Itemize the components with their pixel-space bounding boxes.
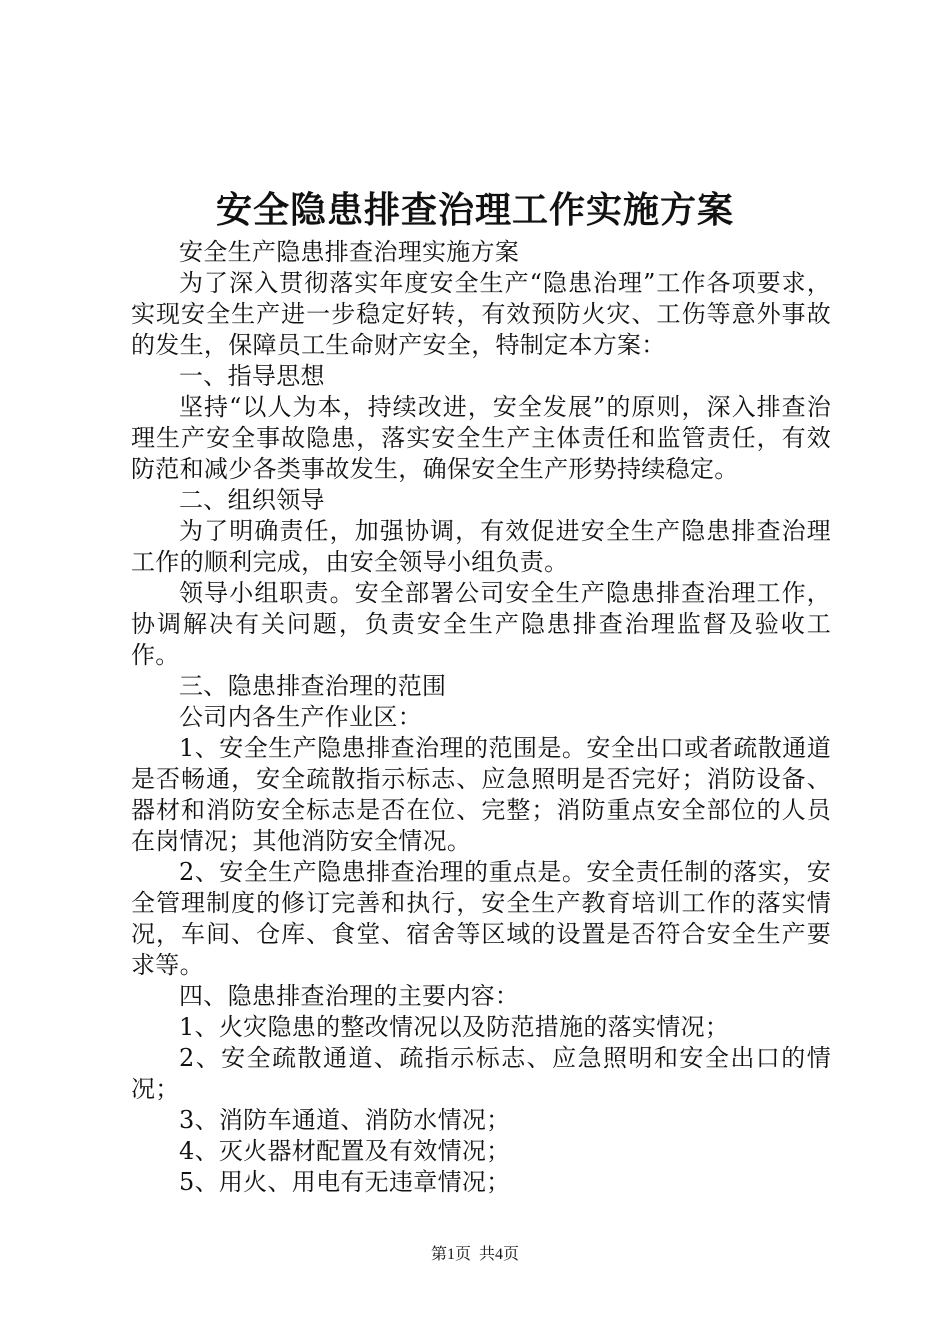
page-footer — [0, 1244, 950, 1266]
section-heading-guiding-ideology: 一、指导思想 — [179, 362, 325, 390]
content-list-item-2: 2、安全疏散通道、疏指示标志、应急照明和安全出口的情况； — [131, 1044, 831, 1103]
document-body — [131, 237, 831, 1198]
content-list-item-3: 3、消防车通道、消防水情况； — [179, 1106, 511, 1134]
paragraph-guiding-ideology: 坚持“以人为本，持续改进，安全发展”的原则，深入排查治理生产安全事故隐患，落实安全生产主体责任和监管责任，有效防范和减少各类事故发生，确保安全生产形势持续稳定。 — [131, 393, 831, 483]
page-number: 第1页 — [430, 1246, 471, 1263]
section-heading-main-content: 四、隐患排查治理的主要内容： — [179, 982, 520, 1010]
section-heading-scope: 三、隐患排查治理的范围 — [179, 672, 447, 700]
section-heading-organization: 二、组织领导 — [179, 486, 325, 514]
document-title: 安全隐患排查治理工作实施方案 — [215, 189, 734, 231]
paragraph-organization: 为了明确责任，加强协调，有效促进安全生产隐患排查治理工作的顺利完成，由安全领导小组负责。 — [131, 517, 831, 576]
page-total: 共4页 — [479, 1246, 520, 1263]
paragraph-leadership-duties: 领导小组职责。安全部署公司安全生产隐患排查治理工作，协调解决有关问题，负责安全生产隐患排查治理监督及验收工作。 — [131, 579, 831, 669]
paragraph-subtitle: 安全生产隐患排查治理实施方案 — [179, 238, 520, 266]
content-list-item-5: 5、用火、用电有无违章情况； — [179, 1168, 511, 1196]
paragraph-scope-item-2: 2、安全生产隐患排查治理的重点是。安全责任制的落实，安全管理制度的修订完善和执行，安全生产教育培训工作的落实情况，车间、仓库、食堂、宿舍等区域的设置是否符合安全生产要求等。 — [131, 858, 831, 979]
paragraph-scope-item-1: 1、安全生产隐患排查治理的范围是。安全出口或者疏散通道是否畅通，安全疏散指示标志、应急照明是否完好；消防设备、器材和消防安全标志是否在位、完整；消防重点安全部位的人员在岗情况；其他消防安全情况。 — [131, 734, 831, 855]
paragraph-intro: 为了深入贯彻落实年度安全生产“隐患治理”工作各项要求，实现安全生产进一步稳定好转，有效预防火灾、工伤等意外事故的发生，保障员工生命财产安全，特制定本方案： — [131, 269, 831, 359]
paragraph-scope-areas: 公司内各生产作业区： — [179, 703, 422, 731]
content-list-item-1: 1、火灾隐患的整改情况以及防范措施的落实情况； — [179, 1013, 730, 1041]
content-list-item-4: 4、灭火器材配置及有效情况； — [179, 1137, 511, 1165]
